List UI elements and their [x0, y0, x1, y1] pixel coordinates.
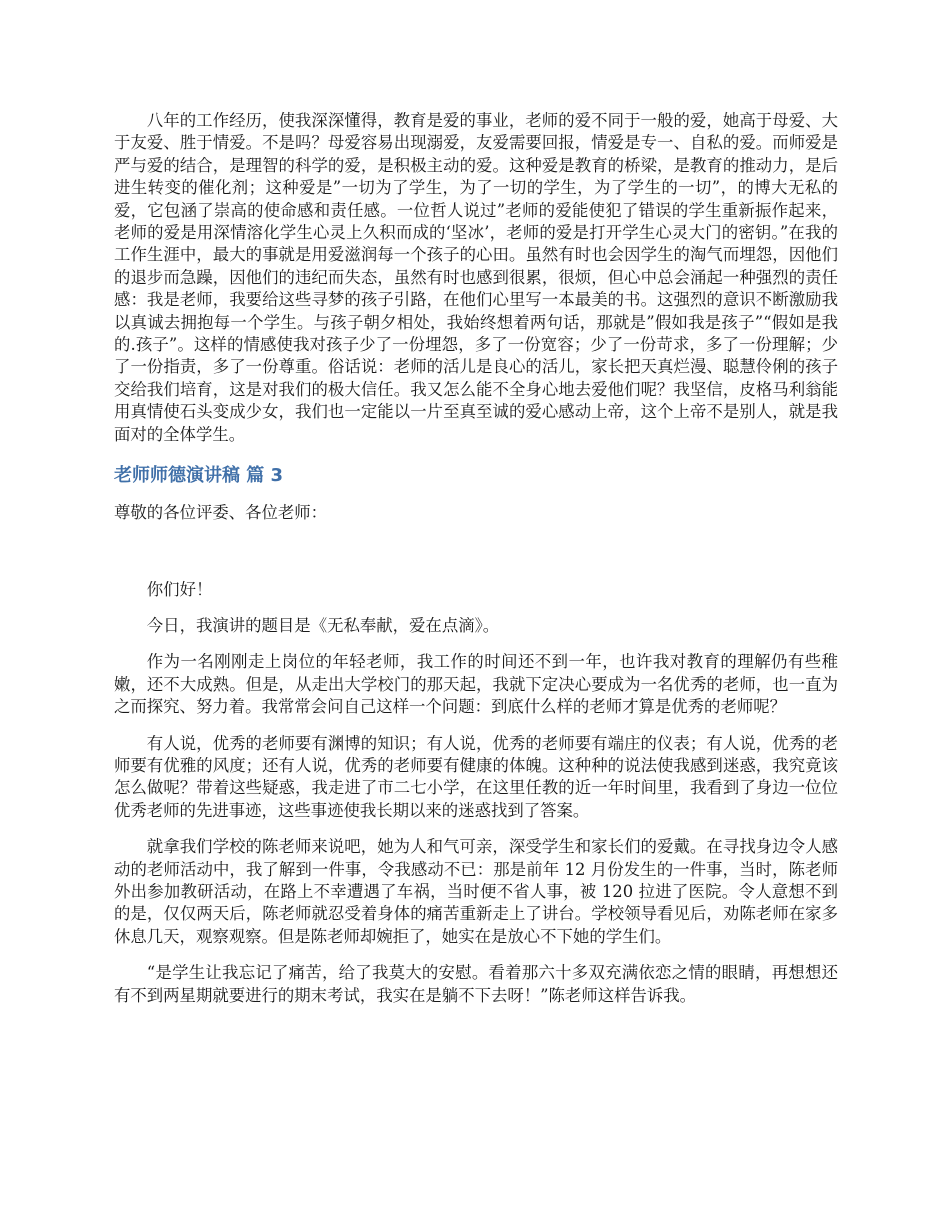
document-page	[114, 110, 838, 1021]
salutation: 尊敬的各位评委、各位老师：	[114, 503, 328, 523]
blank-line	[114, 539, 838, 579]
greeting: 你们好！	[146, 579, 213, 599]
section-heading: 老师师德演讲稿 篇 3	[114, 465, 284, 487]
paragraph: 作为一名刚刚走上岗位的年轻老师，我工作的时间还不到一年，也许我对教育的理解仍有些稚嫩，还不大成熟。但是，从走出大学校门的那天起，我就下定决心要成为一名优秀的老师，也一直为之而探究、努力着。我常常会问自己这样一个问题：到底什么样的老师才算是优秀的老师呢？	[114, 652, 838, 717]
paragraph: 今日，我演讲的题目是《无私奉献，爱在点滴》。	[146, 615, 500, 635]
paragraph: 有人说，优秀的老师要有渊博的知识；有人说，优秀的老师要有端庄的仪表；有人说，优秀的老师要有优雅的风度；还有人说，优秀的老师要有健康的体魄。这种种的说法使我感到迷惑，我究竟该怎么做呢？带着这些疑惑，我走进了市二七小学，在这里任教的近一年时间里，我看到了身边一位位优秀老师的先进事迹，这些事迹使我长期以来的迷惑找到了答案。	[114, 733, 838, 820]
paragraph: 就拿我们学校的陈老师来说吧，她为人和气可亲，深受学生和家长们的爱戴。在寻找身边令人感动的老师活动中，我了解到一件事，令我感动不已：那是前年 12 月份发生的一件事，当时，陈老师外出参加教研活动，在路上不幸遭遇了车祸，当时便不省人事，被 120 拉进了医院。令人意想不到的是，仅仅两天后，陈老师就忍受着身体的痛苦重新走上了讲台。学校领导看见后，劝陈老师在家多休息几天，观察观察。但是陈老师却婉拒了，她实在是放心不下她的学生们。	[114, 837, 838, 946]
intro-paragraph: 八年的工作经历，使我深深懂得，教育是爱的事业，老师的爱不同于一般的爱，她高于母爱、大于友爱、胜于情爱。不是吗？母爱容易出现溺爱，友爱需要回报，情爱是专一、自私的爱。而师爱是严与爱的结合，是理智的科学的爱，是积极主动的爱。这种爱是教育的桥梁，是教育的推动力，是后进生转变的催化剂；这种爱是”一切为了学生，为了一切的学生，为了学生的一切”，的博大无私的爱，它包涵了崇高的使命感和责任感。一位哲人说过”老师的爱能使犯了错误的学生重新振作起来，老师的爱是用深情溶化学生心灵上久积而成的‘坚冰’，老师的爱是打开学生心灵大门的密钥。”在我的工作生涯中，最大的事就是用爱滋润每一个孩子的心田。虽然有时也会因学生的淘气而埋怨，因他们的退步而急躁，因他们的违纪而失态，虽然有时也感到很累，很烦，但心中总会涌起一种强烈的责任感：我是老师，我要给这些寻梦的孩子引路，在他们心里写一本最美的书。这强烈的意识不断激励我以真诚去拥抱每一个学生。与孩子朝夕相处，我始终想着两句话，那就是”假如我是孩子”“假如是我的.孩子”。这样的情感使我对孩子少了一份埋怨，多了一份宽容；少了一份苛求，多了一份理解；少了一份指责，多了一份尊重。俗话说：老师的活儿是良心的活儿，家长把天真烂漫、聪慧伶俐的孩子交给我们培育，这是对我们的极大信任。我又怎么能不全身心地去爱他们呢？我坚信，皮格马利翁能用真情使石头变成少女，我们也一定能以一片至真至诚的爱心感动上帝，这个上帝不是别人，就是我面对的全体学生。	[114, 111, 838, 444]
paragraph: “是学生让我忘记了痛苦，给了我莫大的安慰。看着那六十多双充满依恋之情的眼睛，再想想还有不到两星期就要进行的期末考试，我实在是躺不下去呀！”陈老师这样告诉我。	[114, 963, 838, 1005]
